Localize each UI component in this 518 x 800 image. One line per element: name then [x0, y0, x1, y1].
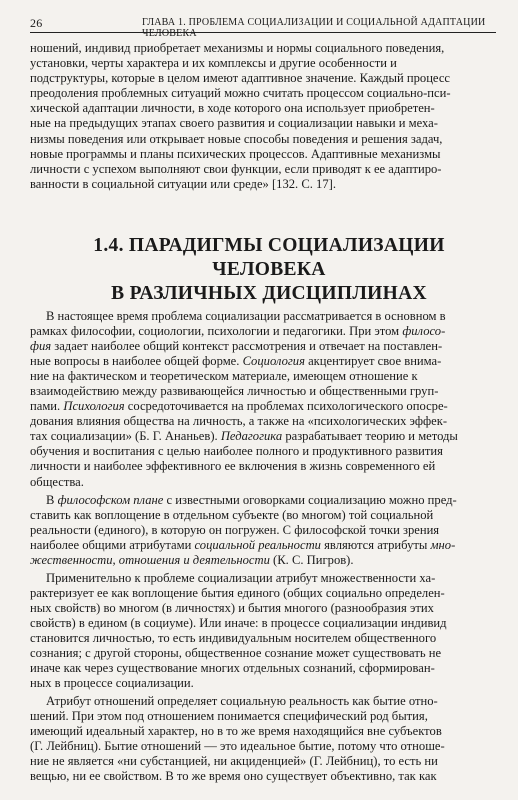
text-line: обучения и воспитания с целью наиболее полного и продуктивного развития [30, 444, 443, 459]
section-heading [60, 234, 478, 306]
text-line: имеющий идеальный характер, но в то же время находящийся вне субъектов [30, 724, 442, 739]
text-line: ные вопросы в наиболее общей форме. Социология акцентирует свое внима- [30, 354, 442, 369]
text-line: ние не является «ни субстанцией, ни акциденцией» (Г. Лейбниц), то есть ни [30, 754, 438, 769]
text-line: сознания; с другой стороны, общественное сознание может существовать не [30, 646, 442, 661]
term-psychology: Психология [63, 399, 125, 414]
text-line: шений. При этом под отношением понимается специфический род бытия, [30, 709, 428, 724]
page-number: 26 [30, 16, 43, 30]
text-line: рактеризует ее как воплощение бытия единого (общих социально определен- [30, 585, 445, 600]
text-line: преодоления проблемных ситуаций можно считать процессом социально-пси- [30, 86, 451, 101]
term-pedagogy: Педагогика [220, 429, 283, 444]
term-philosophical-plane: философском плане [57, 492, 164, 507]
text-line: дования влияния общества на личность, а также на «психологических эффек- [30, 414, 448, 429]
text-line: подструктуры, которые в целом имеют адаптивное значение. Каждый процесс [30, 71, 451, 86]
text-line: становится личностью, то есть индивидуальным носителем общественного [30, 630, 437, 645]
chapter-title: ГЛАВА 1. ПРОБЛЕМА СОЦИАЛИЗАЦИИ И СОЦИАЛЬНОЙ АДАПТАЦИИ ЧЕЛОВЕКА [142, 17, 486, 39]
text-line: рамках философии, социологии, психологии и педагогики. При этом филосо- [30, 324, 446, 339]
text-line: взаимодействию между развивающейся личностью и общественными груп- [30, 384, 439, 399]
text-line: ставить как воплощение в отдельном субъекте (во многом) той социальной [30, 507, 434, 522]
text-line: ванности в социальной ситуации или среде» [132. С. 17]. [30, 176, 336, 191]
text-line: свойств) в едином (в социуме). Или иначе: в процессе социализации индивид [30, 615, 447, 630]
text-line: (Г. Лейбниц). Бытие отношений — это идеальное бытие, потому что отноше- [30, 739, 445, 754]
term-philosophy: фия [30, 339, 52, 354]
text-line: жественности, отношения и деятельности (К. С. Пигров). [30, 552, 354, 567]
text-line: Применительно к проблеме социализации атрибут множественности ха- [46, 570, 436, 585]
paragraph [30, 309, 492, 490]
text-line: ношений, индивид приобретает механизмы и нормы социального поведения, [30, 41, 445, 55]
text-line: тах социализации» (Б. Г. Ананьев). Педагогика разрабатывает теорию и методы [30, 429, 458, 444]
text-line: ные на предыдущих этапах своего развития и социализации навыки и меха- [30, 116, 438, 131]
text-line: фия задает наиболее общий контекст рассмотрения и отвечает на поставлен- [30, 339, 443, 354]
text-line: низмы поведения или открывает новые способы поведения и решения задач, [30, 131, 443, 146]
paragraph [30, 493, 492, 568]
text-line: установки, черты характера и их комплексы и другие особенности и [30, 56, 397, 71]
text-line: вещью, ни ее свойством. В то же время оно существует объективно, так как [30, 769, 437, 784]
text-line: иначе как через существование многих отдельных сознаний, сформирован- [30, 661, 435, 676]
text-line: ние на фактическом и теоретическом материале, имеющем отношение к [30, 369, 418, 384]
text-line: наиболее общими атрибутами социальной реальности являются атрибуты мно- [30, 537, 456, 552]
text-line: Атрибут отношений определяет социальную реальность как бытие отно- [46, 694, 438, 709]
section-heading-line: В РАЗЛИЧНЫХ ДИСЦИПЛИНАХ [111, 283, 427, 304]
text-line: пами. Психология сосредоточивается на проблемах психологического опосре- [30, 399, 448, 414]
text-line: В настоящее время проблема социализации рассматривается в основном в [46, 309, 446, 323]
term-attributes: жественности, отношения и деятельности [30, 552, 270, 567]
text-line: новые программы и планы психических процессов. Адаптивные механизмы [30, 146, 441, 161]
paragraph [30, 694, 492, 784]
text-line: ных в процессе социализации. [30, 676, 194, 691]
term-sociology: Социология [242, 354, 305, 369]
term-social-reality: социальной реальности [194, 537, 321, 552]
text-line: ных свойств) во многом (в личностях) и бытия многого (разнообразия этих [30, 600, 434, 615]
text-line: реальности (единого), в которую он погружен. С философской точки зрения [30, 522, 440, 537]
text-line: В философском плане с известными оговорками социализацию можно пред- [46, 492, 457, 507]
text-line: хической адаптации личности, в ходе которого она использует приобретен- [30, 101, 435, 116]
paragraph [30, 571, 492, 691]
section-body [30, 309, 492, 784]
text-line: общества. [30, 474, 84, 489]
term-philosophy: филосо- [402, 324, 446, 339]
running-head [30, 14, 496, 39]
text-line: личности с успехом выполняют свои функции, если приводят к ее адаптиро- [30, 161, 442, 176]
text-line: личности и наиболее эффективного ее включения в жизнь современного ей [30, 459, 436, 474]
continuation-quote [30, 41, 492, 192]
section-heading-line: 1.4. ПАРАДИГМЫ СОЦИАЛИЗАЦИИ ЧЕЛОВЕКА [93, 235, 445, 280]
